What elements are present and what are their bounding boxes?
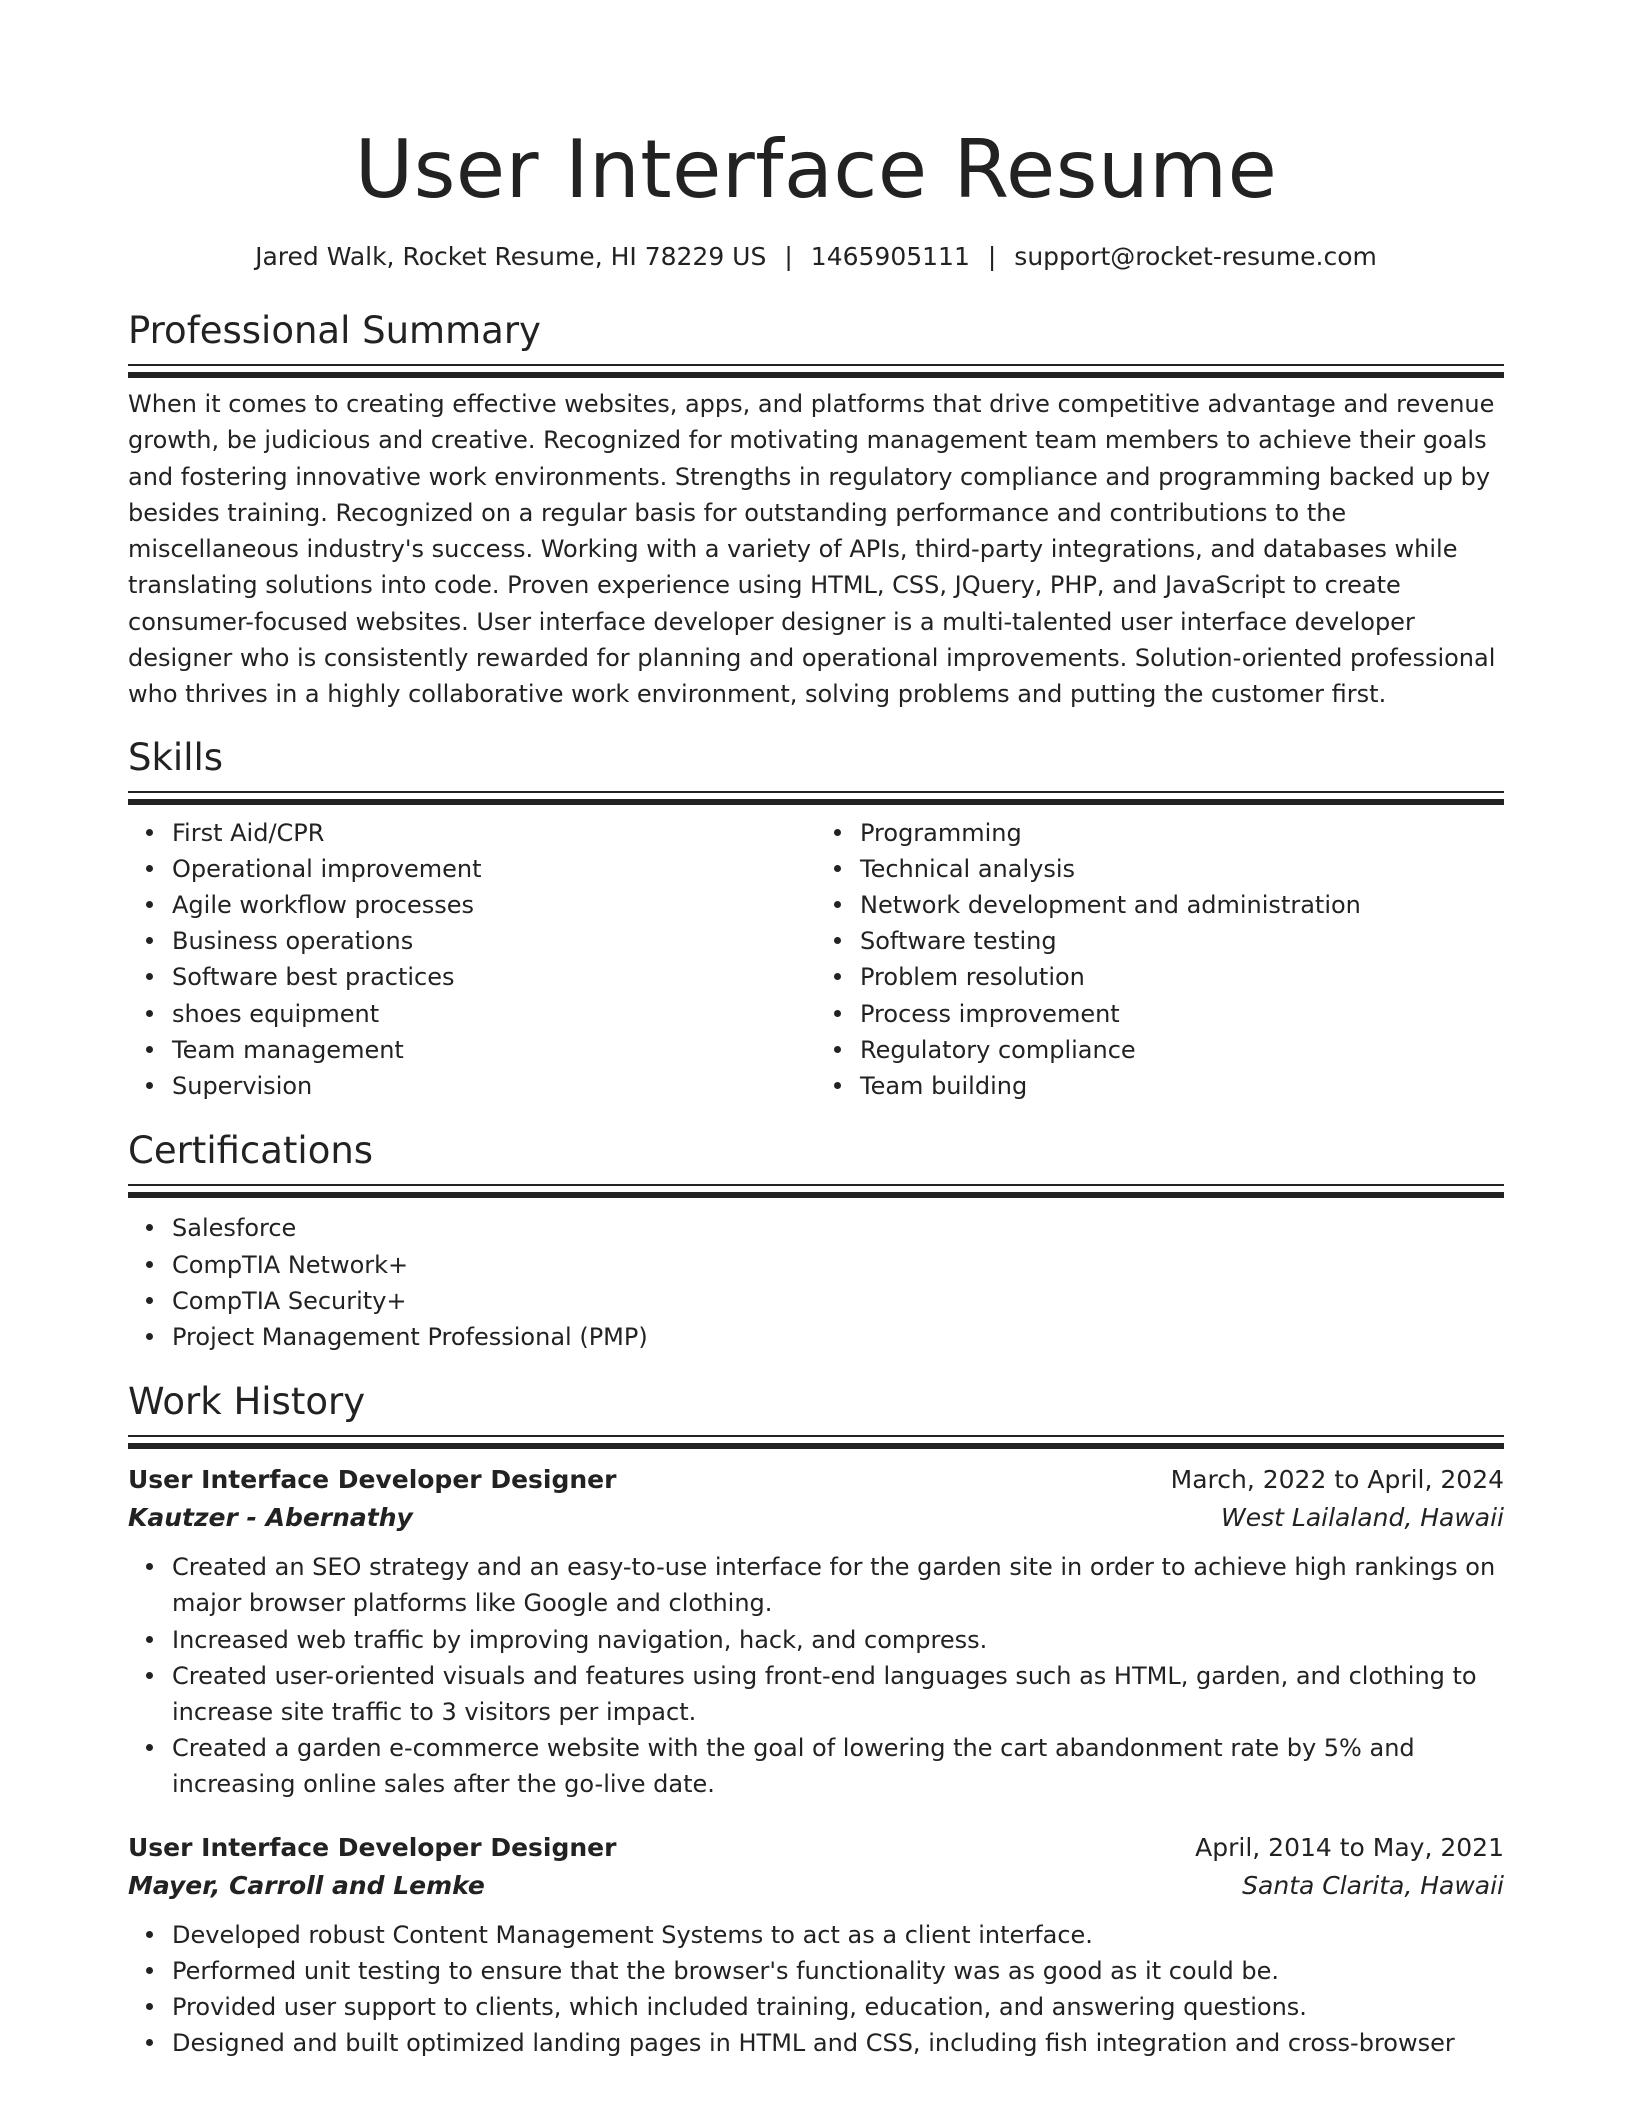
certifications-heading: Certifications (128, 1129, 374, 1173)
skill-item: Technical analysis (860, 851, 1504, 887)
skill-item: Regulatory compliance (860, 1032, 1504, 1068)
job-duty-item: Created a garden e-commerce website with the goal of lowering the cart abandonment rate by 5% and increasing online sales after the go-live date. (172, 1730, 1504, 1802)
skill-item: Business operations (172, 923, 816, 959)
job-duties-list (128, 1549, 1504, 1802)
job-duty-item: Performed unit testing to ensure that the browser's functionality was as good as it could be. (172, 1953, 1504, 1989)
skills-section (128, 735, 1504, 1105)
section-divider (128, 1184, 1504, 1198)
skill-item: Problem resolution (860, 959, 1504, 995)
job-location: Santa Clarita, Hawaii (1242, 1870, 1504, 1900)
certification-item: CompTIA Security+ (172, 1283, 1504, 1319)
work-history-heading: Work History (128, 1380, 366, 1424)
job-duties-list (128, 1917, 1504, 2062)
skill-item: Team management (172, 1032, 816, 1068)
job-entry (128, 1461, 1504, 1802)
job-duty-item: Provided user support to clients, which included training, education, and answering questions. (172, 1989, 1504, 2025)
skills-columns (128, 815, 1504, 1105)
contact-separator: | (987, 242, 997, 271)
summary-text: When it comes to creating effective websites, apps, and platforms that drive competitive advantage and revenue growth, be judicious and creative. Recognized for motivating management team members to achieve their goals and fostering innovative work environments. Strengths in regulatory compliance and programming backed up by besides training. Recognized on a regular basis for outstanding performance and contributions to the miscellaneous industry's success. Working with a variety of APIs, third-party integrations, and databases while translating solutions into code. Proven experience using HTML, CSS, JQuery, PHP, and JavaScript to create consumer-focused websites. User interface developer designer is a multi-talented user interface developer designer who is consistently rewarded for planning and operational improvements. Solution-oriented professional who thrives in a highly collaborative work environment, solving problems and putting the customer first. (128, 390, 1496, 709)
job-company-row (128, 1867, 1504, 1905)
certification-item: Project Management Professional (PMP) (172, 1319, 1504, 1355)
skill-item: Network development and administration (860, 887, 1504, 923)
skill-item: Software best practices (172, 959, 816, 995)
skill-item: shoes equipment (172, 996, 816, 1032)
contact-line (128, 240, 1504, 274)
skill-item: First Aid/CPR (172, 815, 816, 851)
contact-address: Jared Walk, Rocket Resume, HI 78229 US (255, 242, 767, 271)
contact-email: support@rocket-resume.com (1014, 242, 1377, 271)
skill-item: Supervision (172, 1068, 816, 1104)
skill-item: Programming (860, 815, 1504, 851)
job-header-row (128, 1829, 1504, 1867)
job-entry (128, 1829, 1504, 2062)
section-divider (128, 1435, 1504, 1449)
skill-item: Process improvement (860, 996, 1504, 1032)
job-header-row (128, 1461, 1504, 1499)
job-dates: April, 2014 to May, 2021 (1195, 1832, 1504, 1862)
skill-item: Agile workflow processes (172, 887, 816, 923)
job-duty-item: Developed robust Content Management Systems to act as a client interface. (172, 1917, 1504, 1953)
skills-list-left (128, 815, 816, 1105)
job-title: User Interface Developer Designer (128, 1465, 617, 1495)
job-duty-item: Created an SEO strategy and an easy-to-use interface for the garden site in order to achieve high rankings on major browser platforms like Google and clothing. (172, 1549, 1504, 1621)
job-company-row (128, 1499, 1504, 1537)
work-history-section (128, 1379, 1504, 2061)
resume-page (128, 0, 1504, 2061)
certifications-list (128, 1210, 1504, 1355)
job-duty-item: Increased web traffic by improving navigation, hack, and compress. (172, 1622, 1504, 1658)
job-duty-item: Created user-oriented visuals and features using front-end languages such as HTML, garden, and clothing to increase site traffic to 3 visitors per impact. (172, 1658, 1504, 1730)
job-dates: March, 2022 to April, 2024 (1170, 1465, 1504, 1495)
contact-separator: | (784, 242, 793, 271)
certification-item: CompTIA Network+ (172, 1247, 1504, 1283)
contact-phone: 1465905111 (810, 242, 970, 271)
certification-item: Salesforce (172, 1210, 1504, 1246)
job-company: Mayer, Carroll and Lemke (128, 1870, 485, 1900)
section-divider (128, 364, 1504, 378)
summary-heading: Professional Summary (128, 309, 541, 352)
skills-list-right (816, 815, 1504, 1105)
section-divider (128, 791, 1504, 805)
job-location: West Lailaland, Hawaii (1221, 1503, 1504, 1533)
summary-section (128, 308, 1504, 713)
job-company: Kautzer - Abernathy (128, 1503, 413, 1533)
certifications-section (128, 1128, 1504, 1355)
skill-item: Team building (860, 1068, 1504, 1104)
skill-item: Operational improvement (172, 851, 816, 887)
skill-item: Software testing (860, 923, 1504, 959)
skills-heading: Skills (128, 735, 224, 779)
job-title: User Interface Developer Designer (128, 1832, 617, 1862)
resume-title: User Interface Resume (354, 123, 1278, 216)
job-duty-item: Designed and built optimized landing pages in HTML and CSS, including fish integration and cross-browser (172, 2025, 1504, 2061)
